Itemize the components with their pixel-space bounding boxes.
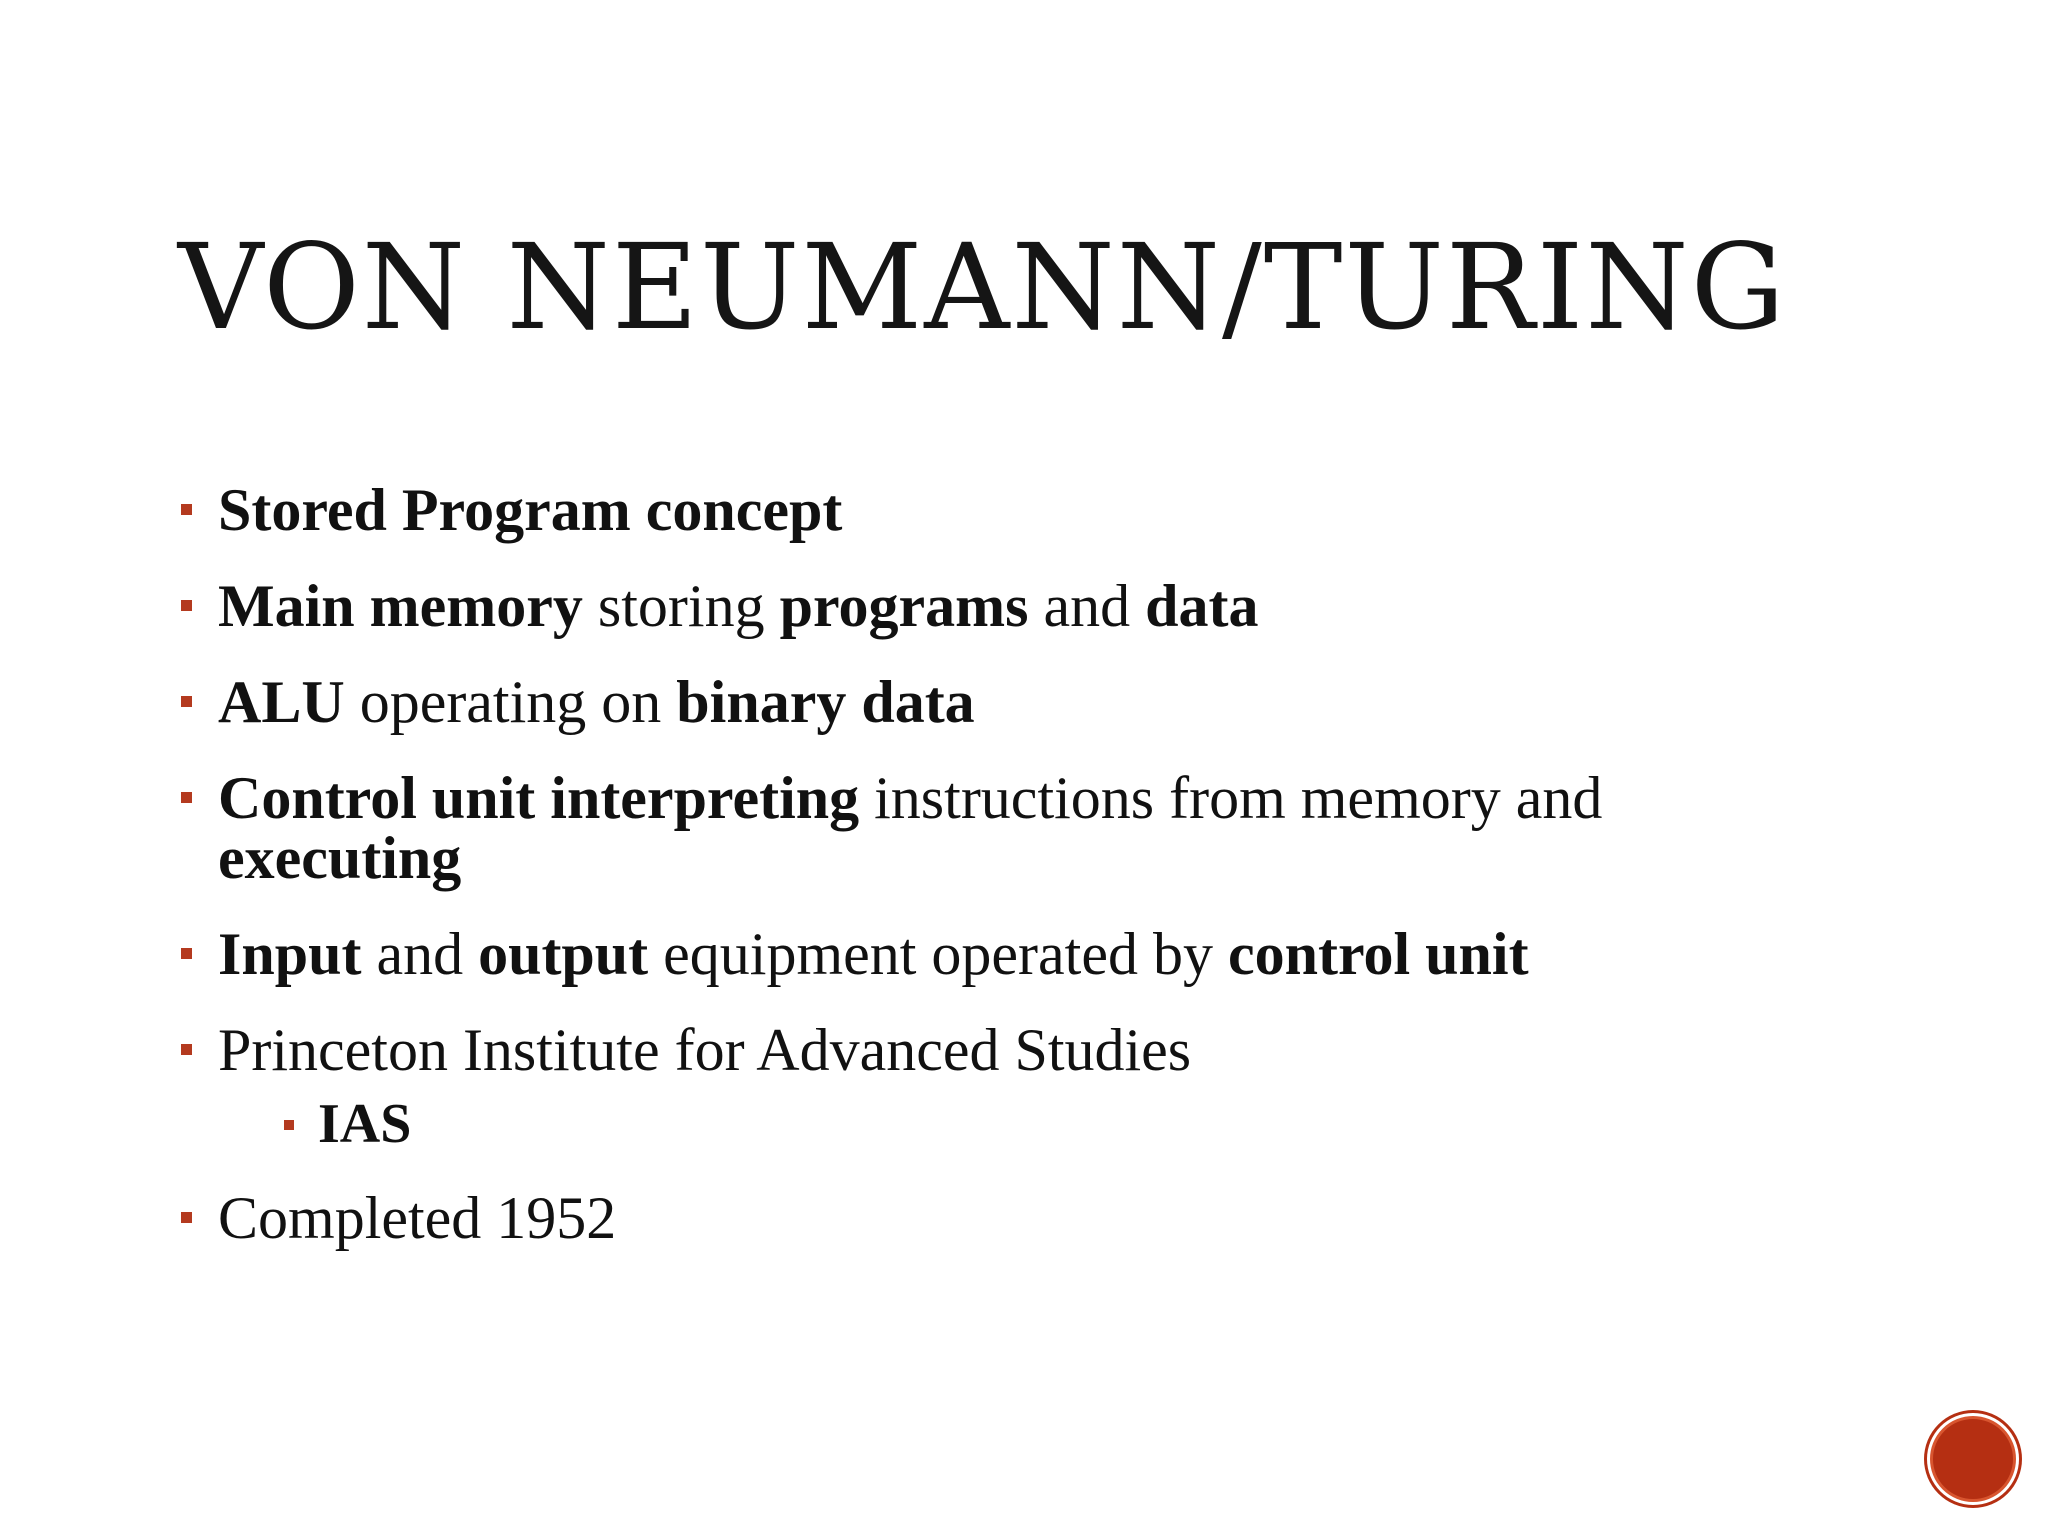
- bullet-text: and: [361, 921, 479, 987]
- bullet-item: [178, 573, 1838, 639]
- slide-title: VON NEUMANN/TURING: [178, 218, 1787, 356]
- bullet-text: programs: [779, 573, 1029, 639]
- bullet-marker-icon: [181, 600, 192, 611]
- bullet-marker-icon: [181, 948, 192, 959]
- bullet-text: output: [478, 921, 649, 987]
- bullet-text: operating on: [344, 669, 677, 735]
- bullet-item: [178, 765, 1838, 891]
- bullet-text: data: [1145, 573, 1259, 639]
- bullet-item: [178, 1017, 1838, 1155]
- bullet-text: ALU: [218, 669, 345, 735]
- bullet-text: binary data: [676, 669, 975, 735]
- bullet-text: and: [1028, 573, 1146, 639]
- bullet-text: Input: [218, 921, 362, 987]
- bullet-text: Control unit interpreting: [218, 765, 860, 831]
- bullet-text: Princeton Institute for Advanced Studies: [218, 1017, 1192, 1083]
- bullet-item: [178, 669, 1838, 735]
- bullet-marker-icon: [181, 1044, 192, 1055]
- bullet-marker-icon: [181, 696, 192, 707]
- bullet-text: equipment operated by: [648, 921, 1228, 987]
- bullet-text: Main memory: [218, 573, 583, 639]
- bullet-marker-icon: [181, 504, 192, 515]
- bullet-item: [178, 477, 1838, 543]
- bullet-text: storing: [582, 573, 780, 639]
- bullet-text: Completed 1952: [218, 1185, 617, 1251]
- bullet-marker-icon: [181, 792, 192, 803]
- circle-nav-icon[interactable]: [1930, 1416, 2016, 1502]
- bullet-text: executing: [218, 825, 462, 891]
- sub-bullet-text: IAS: [318, 1093, 412, 1155]
- bullet-text: control unit: [1227, 921, 1529, 987]
- bullet-text: Stored Program concept: [218, 477, 843, 543]
- bullet-marker-icon: [181, 1212, 192, 1223]
- sub-bullet-marker-icon: [284, 1120, 294, 1130]
- bullet-text: instructions from memory and: [859, 765, 1603, 831]
- bullet-item: [178, 921, 1838, 987]
- sub-bullet-list: [218, 1093, 1838, 1155]
- bullet-list: [178, 477, 1838, 1284]
- sub-bullet-item: [218, 1093, 1838, 1155]
- bullet-item: [178, 1185, 1838, 1251]
